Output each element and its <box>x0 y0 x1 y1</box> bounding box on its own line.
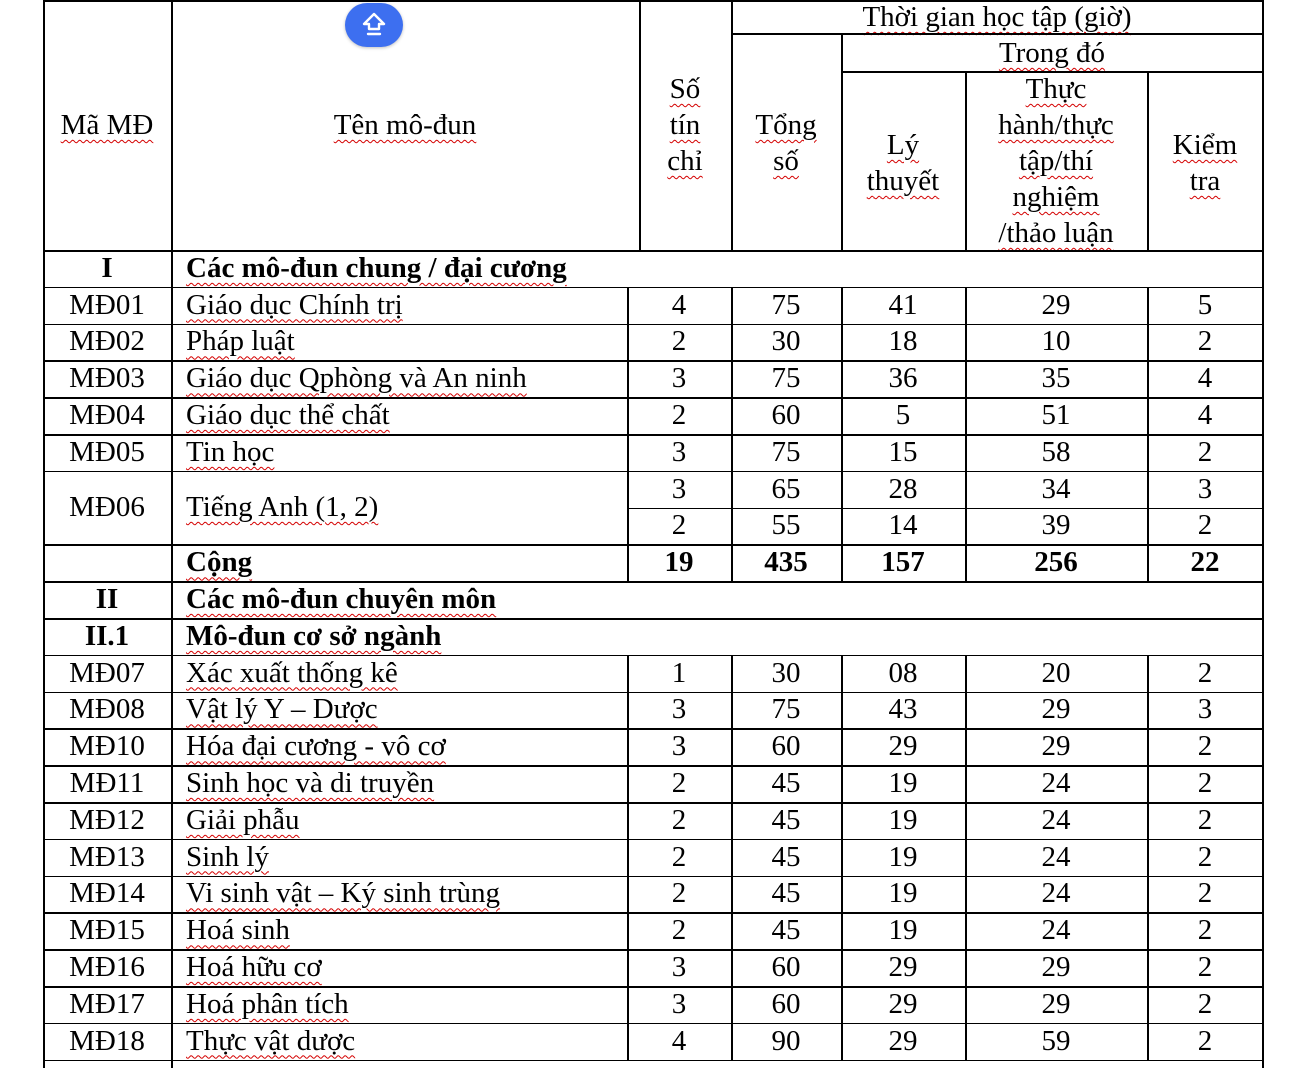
theory-hours: 29 <box>888 987 918 1020</box>
module-name: Hoá hữu cơ <box>186 951 322 984</box>
total-hours: 435 <box>764 546 808 579</box>
exam-hours: 2 <box>1197 803 1213 836</box>
total-hours: 75 <box>771 435 801 468</box>
total-hours: 60 <box>771 951 801 984</box>
grid-col-line <box>1147 655 1149 692</box>
grid-col-line <box>1147 728 1149 765</box>
credits: 3 <box>671 987 687 1020</box>
grid-col-line <box>731 655 733 692</box>
credits: 2 <box>671 767 687 800</box>
grid-col-line <box>627 544 629 581</box>
total-hours: 30 <box>771 325 801 358</box>
grid-col-line <box>731 397 733 434</box>
grid-col-line <box>627 912 629 949</box>
grid-col-line <box>965 692 967 729</box>
practice-hours: 29 <box>1041 951 1071 984</box>
grid-col-line <box>731 728 733 765</box>
module-code: MĐ02 <box>69 325 145 358</box>
header-col-credits <box>731 0 733 250</box>
row-divider <box>43 434 1263 436</box>
section-title: Các mô-đun chung / đại cương <box>186 251 567 284</box>
grid-col-line <box>627 471 629 508</box>
exam-hours: 2 <box>1197 877 1213 910</box>
grid-col-line <box>965 360 967 397</box>
module-code: MĐ08 <box>69 693 145 726</box>
exam-hours: 2 <box>1197 987 1213 1020</box>
row-divider <box>43 802 1263 804</box>
grid-col-line <box>841 434 843 471</box>
total-hours: 60 <box>771 987 801 1020</box>
practice-hours: 24 <box>1041 767 1071 800</box>
header-trong-do: Trong đó <box>998 37 1106 69</box>
module-code: MĐ06 <box>69 491 145 524</box>
grid-col-line <box>841 765 843 802</box>
module-name: Vật lý Y – Dược <box>186 693 378 726</box>
row-divider <box>43 287 1263 289</box>
grid-col-line <box>627 802 629 839</box>
module-code: MĐ04 <box>69 399 145 432</box>
grid-col-line <box>965 324 967 361</box>
credits: 3 <box>671 730 687 763</box>
grid-col-line <box>965 876 967 913</box>
grid-col-line <box>627 1023 629 1060</box>
grid-col-left <box>43 0 45 1068</box>
exam-hours: 22 <box>1190 546 1220 579</box>
practice-hours: 58 <box>1041 435 1071 468</box>
practice-hours: 24 <box>1041 914 1071 947</box>
grid-col-line <box>1147 544 1149 581</box>
module-name: Sinh lý <box>186 840 269 873</box>
grid-col-code <box>171 0 173 1068</box>
grid-col-line <box>627 765 629 802</box>
exam-hours: 3 <box>1197 693 1213 726</box>
section-title: Các mô-đun chuyên môn <box>186 583 497 616</box>
grid-col-line <box>731 802 733 839</box>
practice-hours: 20 <box>1041 656 1071 689</box>
exam-hours: 5 <box>1197 288 1213 321</box>
practice-hours: 29 <box>1041 987 1071 1020</box>
theory-hours: 19 <box>888 767 918 800</box>
row-divider <box>43 397 1263 399</box>
grid-col-line <box>1147 986 1149 1023</box>
grid-col-line <box>731 360 733 397</box>
exam-hours: 4 <box>1197 362 1213 395</box>
grid-col-line <box>841 360 843 397</box>
total-hours: 45 <box>771 914 801 947</box>
grid-col-line <box>731 876 733 913</box>
practice-hours: 10 <box>1041 325 1071 358</box>
theory-hours: 29 <box>888 1024 918 1057</box>
module-name: Tiếng Anh (1, 2) <box>186 491 379 524</box>
row-divider <box>43 986 1263 988</box>
header-tong-so: Tổng số <box>755 109 817 177</box>
grid-col-line <box>1147 508 1149 545</box>
grid-col-line <box>627 434 629 471</box>
exam-hours: 4 <box>1197 399 1213 432</box>
row-divider <box>43 1023 1263 1025</box>
grid-col-line <box>1147 876 1149 913</box>
section-code: II.1 <box>84 619 130 652</box>
module-name: Hoá sinh <box>186 914 290 947</box>
row-divider <box>43 360 1263 362</box>
row-divider <box>43 876 1263 878</box>
grid-col-line <box>731 434 733 471</box>
total-hours: 75 <box>771 288 801 321</box>
grid-col-line <box>965 839 967 876</box>
total-hours: 60 <box>771 730 801 763</box>
practice-hours: 29 <box>1041 693 1071 726</box>
theory-hours: 36 <box>888 362 918 395</box>
credits: 2 <box>671 877 687 910</box>
row-divider <box>43 692 1263 694</box>
grid-col-line <box>965 1023 967 1060</box>
row-divider <box>43 949 1263 951</box>
grid-col-line <box>627 839 629 876</box>
grid-col-line <box>627 397 629 434</box>
grid-col-line <box>841 1023 843 1060</box>
exam-hours: 2 <box>1197 951 1213 984</box>
module-code <box>43 544 171 581</box>
grid-col-line <box>731 839 733 876</box>
credits: 2 <box>671 325 687 358</box>
module-code: MĐ11 <box>69 767 145 800</box>
grid-col-line <box>965 508 967 545</box>
grid-col-line <box>841 544 843 581</box>
grid-col-line <box>627 324 629 361</box>
total-hours: 65 <box>771 472 801 505</box>
credits: 2 <box>671 803 687 836</box>
grid-col-line <box>965 397 967 434</box>
credits: 2 <box>671 509 687 542</box>
grid-col-line <box>965 949 967 986</box>
grid-col-line <box>731 949 733 986</box>
module-name: Tin học <box>186 435 275 468</box>
grid-col-line <box>627 655 629 692</box>
grid-col-line <box>1147 360 1149 397</box>
header-line-timegroup <box>731 33 1263 35</box>
theory-hours: 15 <box>888 435 918 468</box>
grid-col-line <box>841 876 843 913</box>
credits: 2 <box>671 914 687 947</box>
header-so-tin-chi: Số tín chỉ <box>667 73 703 177</box>
module-name: Giải phẫu <box>186 803 300 836</box>
grid-col-line <box>1147 471 1149 508</box>
module-code: MĐ16 <box>69 951 145 984</box>
total-hours: 55 <box>771 509 801 542</box>
grid-col-line <box>841 728 843 765</box>
theory-hours: 18 <box>888 325 918 358</box>
total-hours: 90 <box>771 1024 801 1057</box>
exam-hours: 2 <box>1197 914 1213 947</box>
exam-hours: 2 <box>1197 767 1213 800</box>
grid-col-line <box>841 287 843 324</box>
header-thuc-hanh: Thực hành/thực tập/thí nghiệm /thảo luận <box>998 73 1114 249</box>
credits: 3 <box>671 693 687 726</box>
practice-hours: 24 <box>1041 840 1071 873</box>
grid-col-line <box>627 508 629 545</box>
grid-col-line <box>731 986 733 1023</box>
grid-col-line <box>841 655 843 692</box>
grid-col-line <box>965 287 967 324</box>
exam-hours: 2 <box>1197 325 1213 358</box>
module-name: Giáo dục Chính trị <box>186 288 403 321</box>
total-hours: 45 <box>771 840 801 873</box>
grid-col-line <box>627 728 629 765</box>
header-kiem-tra: Kiểm tra <box>1172 129 1238 197</box>
theory-hours: 157 <box>881 546 925 579</box>
theory-hours: 19 <box>888 877 918 910</box>
practice-hours: 256 <box>1034 546 1078 579</box>
row-divider <box>43 544 1263 546</box>
row-divider <box>43 765 1263 767</box>
grid-col-line <box>1147 324 1149 361</box>
practice-hours: 51 <box>1041 399 1071 432</box>
exam-hours: 2 <box>1197 656 1213 689</box>
header-thoi-gian: Thời gian học tập (giờ) <box>862 1 1132 33</box>
header-ten-mo-dun: Tên mô-đun <box>333 109 477 141</box>
header-line-trongdo <box>841 71 1263 73</box>
credits: 3 <box>671 951 687 984</box>
grid-col-right <box>1262 0 1264 1068</box>
total-hours: 45 <box>771 803 801 836</box>
module-code: MĐ03 <box>69 362 145 395</box>
row-divider <box>627 508 1263 510</box>
practice-hours: 39 <box>1041 509 1071 542</box>
module-code: MĐ01 <box>69 288 145 321</box>
home-up-arrow-icon <box>361 11 387 39</box>
header-col-practice <box>1147 71 1149 250</box>
header-col-name <box>639 0 641 250</box>
practice-hours: 24 <box>1041 877 1071 910</box>
theory-hours: 5 <box>895 399 911 432</box>
grid-col-line <box>965 544 967 581</box>
grid-col-line <box>1147 839 1149 876</box>
total-hours: 45 <box>771 877 801 910</box>
practice-hours: 29 <box>1041 288 1071 321</box>
grid-col-line <box>841 839 843 876</box>
credits: 3 <box>671 472 687 505</box>
grid-col-line <box>1147 287 1149 324</box>
grid-col-line <box>965 765 967 802</box>
module-name: Pháp luật <box>186 325 295 358</box>
theory-hours: 19 <box>888 914 918 947</box>
row-divider <box>43 324 1263 326</box>
theory-hours: 19 <box>888 803 918 836</box>
module-name: Hoá phân tích <box>186 987 349 1020</box>
total-hours: 45 <box>771 767 801 800</box>
header-col-theory <box>965 71 967 250</box>
grid-col-line <box>627 876 629 913</box>
exam-hours: 2 <box>1197 730 1213 763</box>
module-name: Giáo dục Qphòng và An ninh <box>186 362 527 395</box>
practice-hours: 29 <box>1041 730 1071 763</box>
module-code: MĐ07 <box>69 656 145 689</box>
grid-col-line <box>965 802 967 839</box>
row-divider <box>43 618 1263 620</box>
module-code: MĐ15 <box>69 914 145 947</box>
practice-hours: 59 <box>1041 1024 1071 1057</box>
practice-hours: 34 <box>1041 472 1071 505</box>
credits: 3 <box>671 362 687 395</box>
grid-col-line <box>1147 692 1149 729</box>
grid-col-line <box>731 508 733 545</box>
grid-col-line <box>1147 397 1149 434</box>
grid-col-line <box>731 544 733 581</box>
theory-hours: 14 <box>888 509 918 542</box>
grid-col-line <box>731 912 733 949</box>
module-code: MĐ05 <box>69 435 145 468</box>
grid-col-line <box>627 287 629 324</box>
row-divider <box>43 655 1263 657</box>
credits: 1 <box>671 656 687 689</box>
module-code: MĐ12 <box>69 803 145 836</box>
header-top-border <box>43 0 1263 2</box>
credits: 2 <box>671 399 687 432</box>
module-name: Sinh học và di truyền <box>186 767 435 800</box>
grid-col-line <box>841 912 843 949</box>
header-col-total <box>841 33 843 250</box>
row-divider <box>43 471 1263 473</box>
row-divider <box>43 728 1263 730</box>
theory-hours: 19 <box>888 840 918 873</box>
grid-col-line <box>841 802 843 839</box>
grid-col-line <box>627 986 629 1023</box>
header-bottom-border <box>43 250 1263 252</box>
header-ma-md: Mã MĐ <box>60 109 154 141</box>
grid-col-line <box>627 360 629 397</box>
grid-col-line <box>1147 765 1149 802</box>
theory-hours: 08 <box>888 656 918 689</box>
row-divider <box>43 839 1263 841</box>
section-code: II <box>95 583 119 616</box>
theory-hours: 28 <box>888 472 918 505</box>
grid-col-line <box>627 692 629 729</box>
row-divider <box>43 581 1263 583</box>
credits: 2 <box>671 840 687 873</box>
module-name: Hóa đại cương - vô cơ <box>186 730 446 763</box>
row-divider <box>43 912 1263 914</box>
grid-col-line <box>731 765 733 802</box>
grid-col-line <box>965 986 967 1023</box>
module-code: MĐ14 <box>69 877 145 910</box>
grid-col-line <box>841 692 843 729</box>
curriculum-table <box>43 0 1263 1068</box>
section-code: I <box>101 251 113 284</box>
exam-hours: 2 <box>1197 840 1213 873</box>
grid-col-line <box>841 986 843 1023</box>
module-code: MĐ18 <box>69 1024 145 1057</box>
credits: 4 <box>671 288 687 321</box>
grid-col-line <box>731 324 733 361</box>
total-hours: 30 <box>771 656 801 689</box>
module-name: Giáo dục thể chất <box>186 399 390 432</box>
grid-col-line <box>731 692 733 729</box>
practice-hours: 24 <box>1041 803 1071 836</box>
grid-col-line <box>1147 912 1149 949</box>
grid-col-line <box>965 912 967 949</box>
module-name: Cộng <box>186 546 253 579</box>
grid-col-line <box>1147 802 1149 839</box>
scroll-to-top-button[interactable] <box>345 3 403 47</box>
theory-hours: 29 <box>888 730 918 763</box>
grid-col-line <box>1147 949 1149 986</box>
module-code: MĐ13 <box>69 840 145 873</box>
grid-col-line <box>965 728 967 765</box>
exam-hours: 2 <box>1197 1024 1213 1057</box>
grid-col-line <box>841 397 843 434</box>
theory-hours: 29 <box>888 951 918 984</box>
module-code: MĐ17 <box>69 987 145 1020</box>
practice-hours: 35 <box>1041 362 1071 395</box>
grid-col-line <box>841 949 843 986</box>
exam-hours: 3 <box>1197 472 1213 505</box>
total-hours: 75 <box>771 693 801 726</box>
total-hours: 75 <box>771 362 801 395</box>
exam-hours: 2 <box>1197 435 1213 468</box>
grid-col-line <box>731 471 733 508</box>
module-name: Thực vật dược <box>186 1024 356 1057</box>
grid-col-line <box>731 287 733 324</box>
credits: 4 <box>671 1024 687 1057</box>
grid-col-line <box>841 471 843 508</box>
grid-col-line <box>1147 434 1149 471</box>
section-title: Mô-đun cơ sở ngành <box>186 619 442 652</box>
module-name: Vi sinh vật – Ký sinh trùng <box>186 877 501 910</box>
total-hours: 60 <box>771 399 801 432</box>
grid-col-line <box>627 949 629 986</box>
module-code: MĐ10 <box>69 730 145 763</box>
grid-col-line <box>965 471 967 508</box>
credits: 3 <box>671 435 687 468</box>
theory-hours: 43 <box>888 693 918 726</box>
header-ly-thuyet: Lý thuyết <box>866 129 940 197</box>
theory-hours: 41 <box>888 288 918 321</box>
grid-col-line <box>841 324 843 361</box>
grid-col-line <box>1147 1023 1149 1060</box>
grid-col-line <box>731 1023 733 1060</box>
grid-col-line <box>841 508 843 545</box>
grid-col-line <box>965 434 967 471</box>
row-divider <box>43 1060 1263 1062</box>
module-name: Xác xuất thống kê <box>186 656 398 689</box>
credits: 19 <box>664 546 694 579</box>
exam-hours: 2 <box>1197 509 1213 542</box>
grid-col-line <box>965 655 967 692</box>
